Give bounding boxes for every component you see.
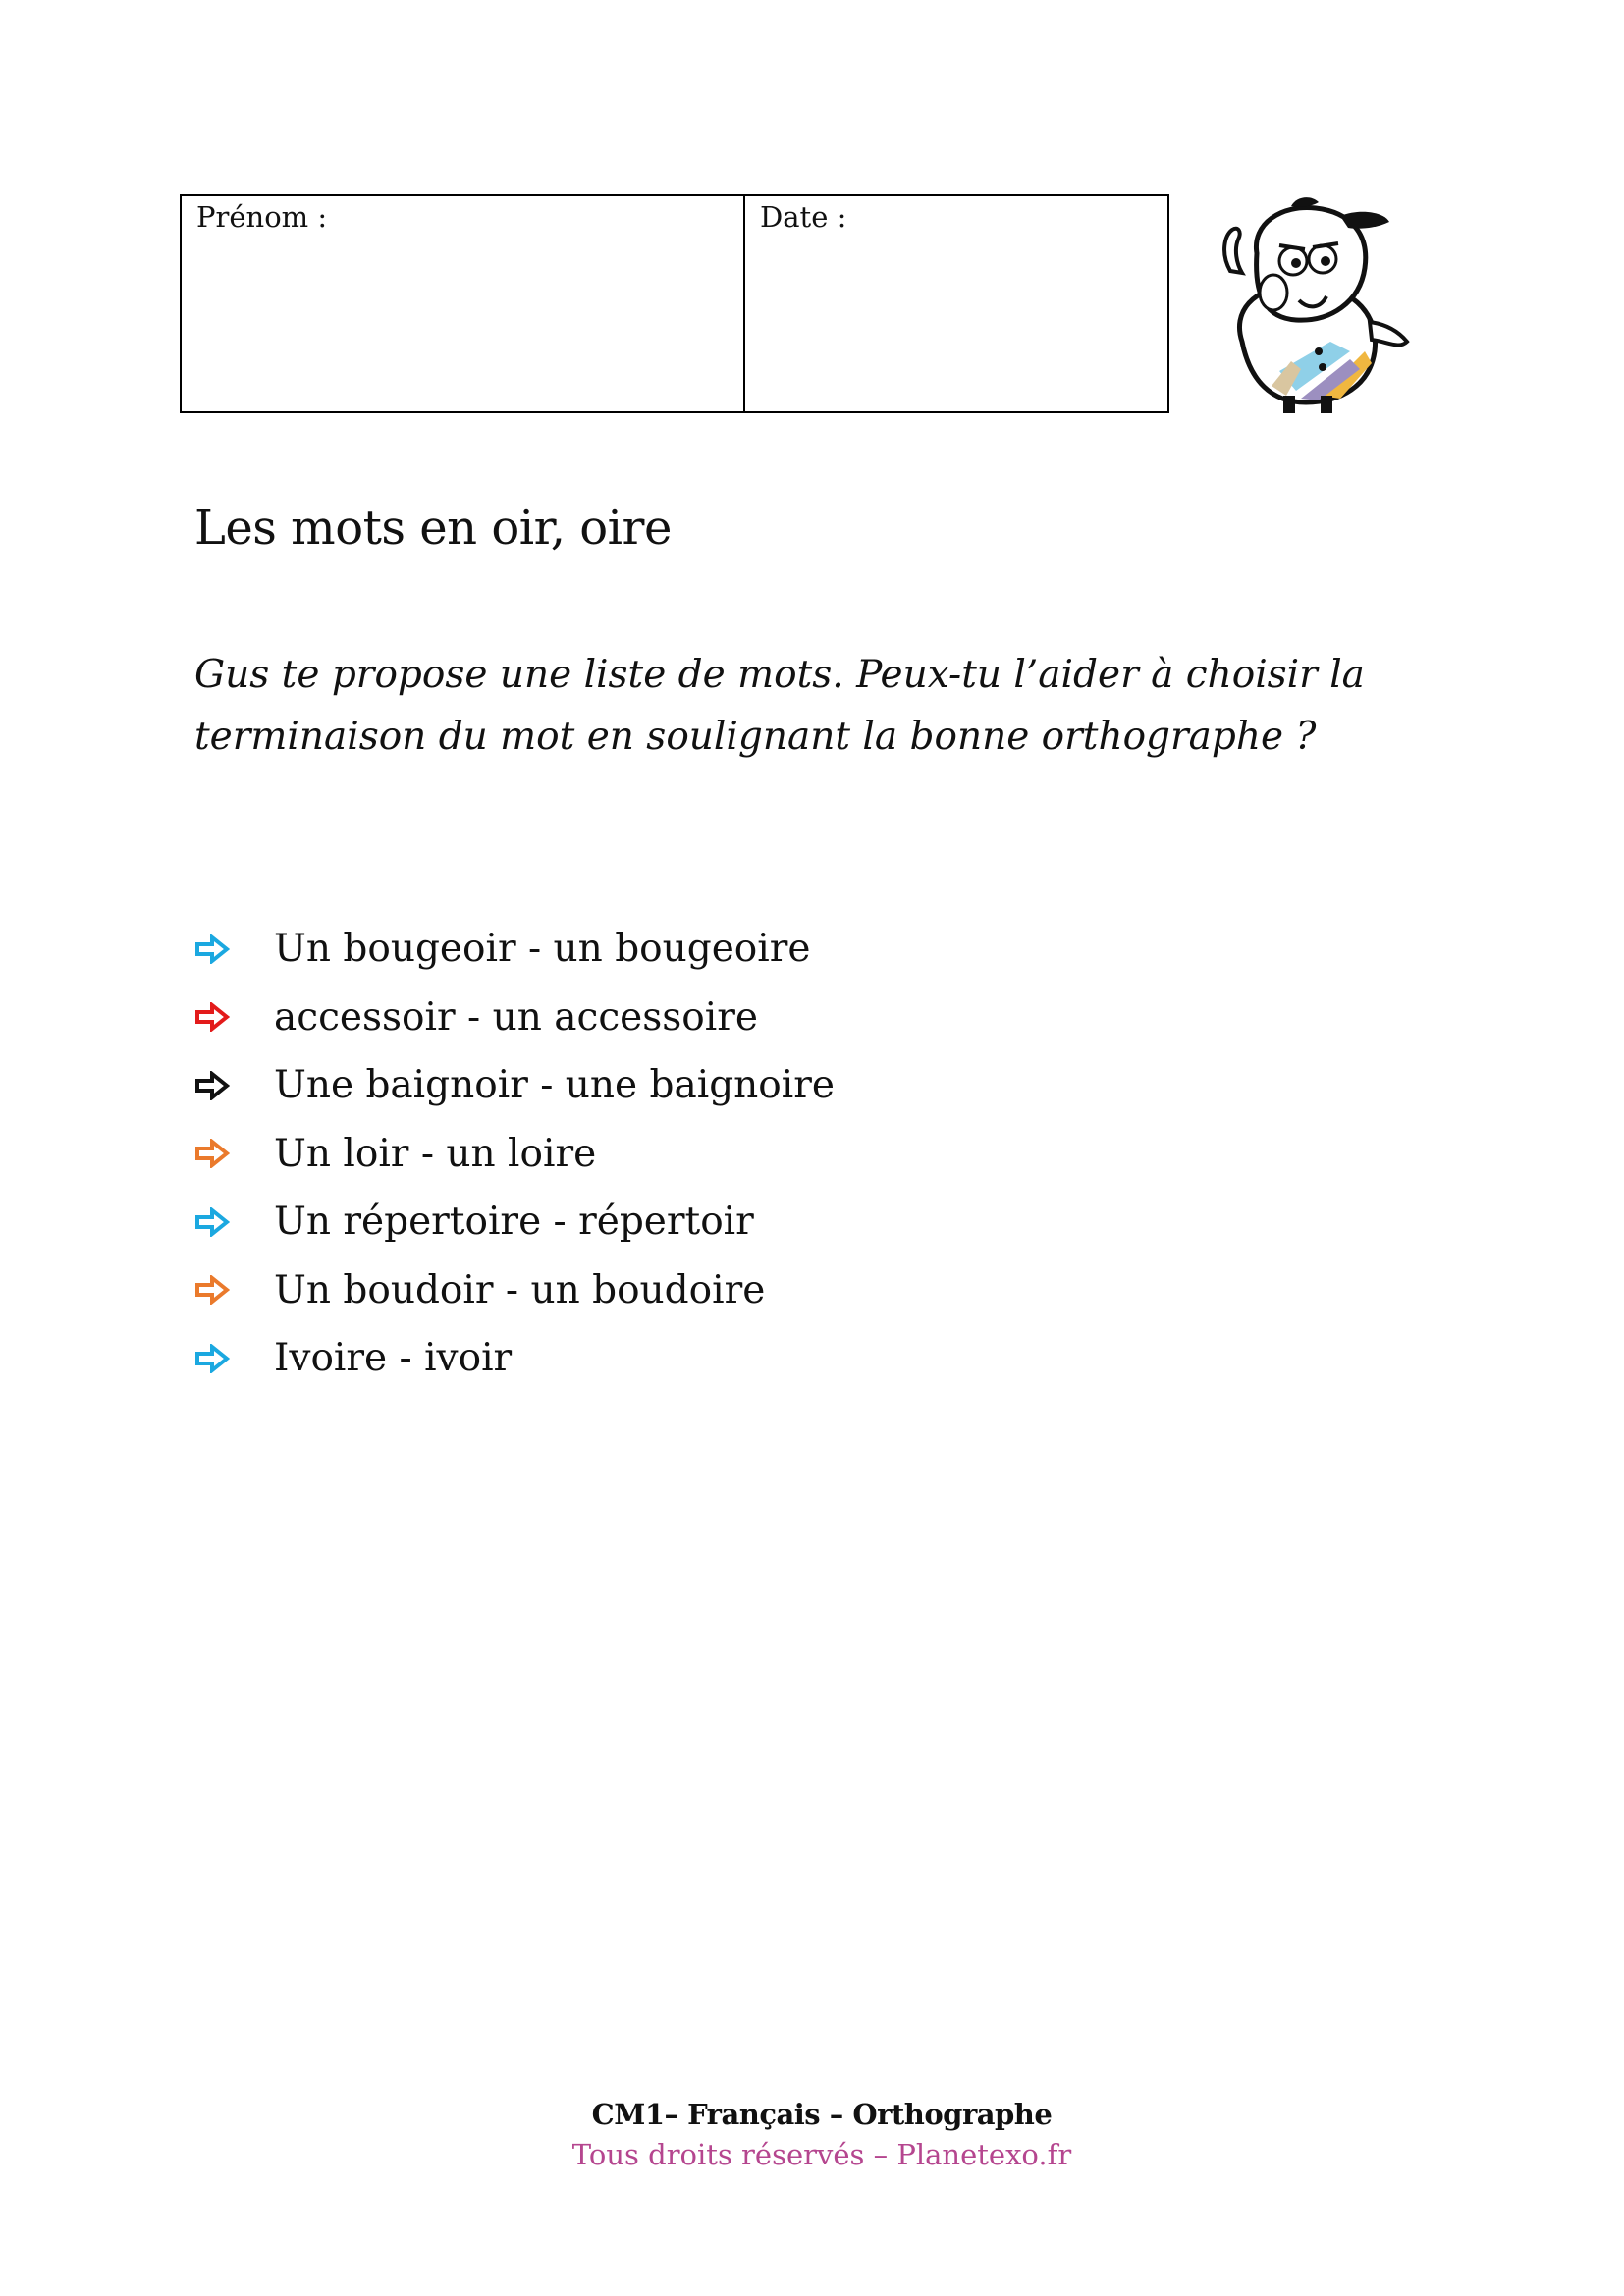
word-pair: Un loir - un loire [274,1131,597,1176]
arrow-right-icon [194,1071,230,1100]
word-pair: Un boudoir - un boudoire [274,1267,766,1312]
page-title: Les mots en oir, oire [194,501,672,556]
list-item[interactable] [194,1324,835,1393]
footer [0,2095,1624,2175]
word-pair: Un bougeoir - un bougeoire [274,927,811,972]
list-item[interactable] [194,984,835,1052]
arrow-right-icon [194,1139,230,1168]
word-pair: Un répertoire - répertoir [274,1200,754,1245]
list-item[interactable] [194,1051,835,1120]
word-list [194,915,835,1393]
footer-subject: CM1– Français – Orthographe [591,2098,1053,2131]
instruction-text: Gus te propose une liste de mots. Peux-tu l’aider à choisir la terminaison du mot en soulignant la bonne orthographe ? [194,653,1365,759]
prenom-cell[interactable] [182,196,745,411]
date-label: Date : [760,200,847,234]
list-item[interactable] [194,915,835,984]
list-item[interactable] [194,1120,835,1189]
word-pair: Ivoire - ivoir [274,1336,513,1381]
prenom-label: Prénom : [196,200,328,234]
arrow-right-icon [194,1002,230,1032]
list-item[interactable] [194,1256,835,1325]
arrow-right-icon [194,934,230,964]
sheep-mascot-icon [1203,194,1414,415]
arrow-right-icon [194,1344,230,1373]
arrow-right-icon [194,1207,230,1237]
list-item[interactable] [194,1188,835,1256]
identity-table [180,194,1169,413]
date-cell[interactable] [745,196,1167,411]
word-pair: accessoir - un accessoire [274,994,758,1040]
arrow-right-icon [194,1275,230,1305]
footer-rights[interactable]: Tous droits réservés – Planetexo.fr [571,2138,1072,2171]
word-pair: Une baignoir - une baignoire [274,1063,835,1108]
